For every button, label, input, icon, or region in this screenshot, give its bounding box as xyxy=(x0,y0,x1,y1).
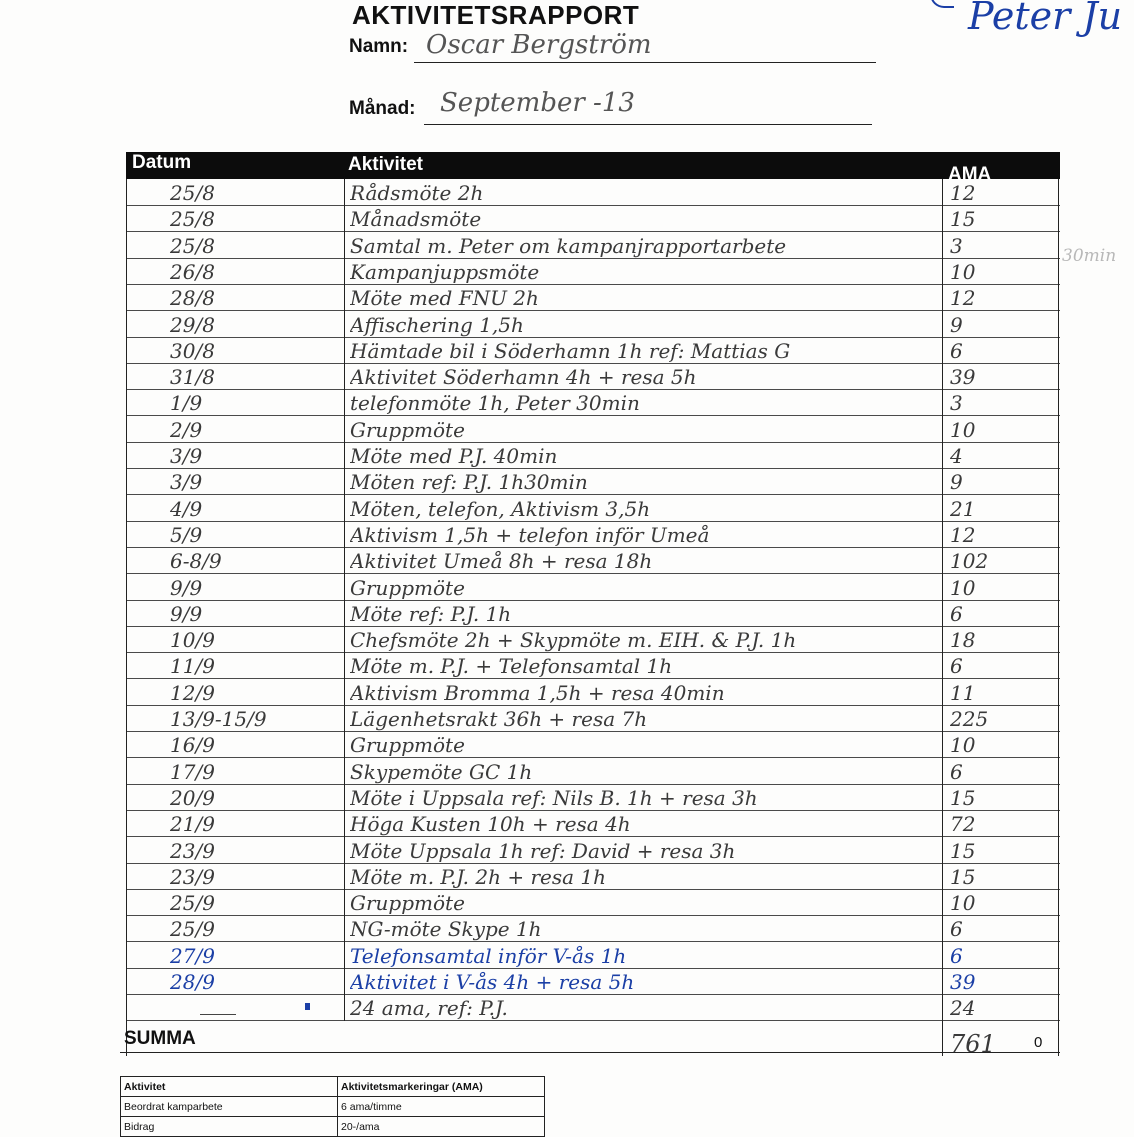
table-row xyxy=(126,205,1060,232)
table-row xyxy=(126,232,1060,259)
row-activity: Gruppmöte xyxy=(350,417,465,442)
row-activity: 24 ama, ref: P.J. xyxy=(350,996,508,1021)
table-row xyxy=(126,942,1060,969)
table-row xyxy=(126,679,1060,706)
table-row xyxy=(126,600,1060,627)
table-row xyxy=(126,863,1060,890)
row-date: 31/8 xyxy=(170,365,215,390)
row-activity: Möte i Uppsala ref: Nils B. 1h + resa 3h xyxy=(350,785,758,810)
row-ama: 4 xyxy=(950,444,963,468)
legend-row xyxy=(121,1097,545,1117)
row-activity: Skypemöte GC 1h xyxy=(350,759,533,784)
table-row xyxy=(126,810,1060,837)
row-activity: Chefsmöte 2h + Skypmöte m. EIH. & P.J. 1h xyxy=(350,628,797,653)
row-date: 28/9 xyxy=(170,970,215,994)
row-date: 17/9 xyxy=(170,759,215,784)
row-activity: Aktivitet Umeå 8h + resa 18h xyxy=(350,549,653,574)
table-row xyxy=(126,389,1060,416)
row-activity: Möte Uppsala 1h ref: David + resa 3h xyxy=(350,838,736,863)
row-ama: 102 xyxy=(950,549,989,574)
row-ama: 9 xyxy=(950,470,963,495)
table-row xyxy=(126,652,1060,679)
row-date: 16/9 xyxy=(170,733,215,758)
corner-note: Peter Ju xyxy=(968,0,1123,38)
row-ama: 12 xyxy=(950,522,976,547)
row-activity: Aktivitet i V-ås 4h + resa 5h xyxy=(350,970,635,994)
row-date: 4/9 xyxy=(170,496,203,521)
row-date: 5/9 xyxy=(170,522,203,547)
row-activity: Gruppmöte xyxy=(350,891,465,916)
row-ama: 39 xyxy=(950,365,976,390)
row-activity: Möte ref: P.J. 1h xyxy=(350,601,512,626)
legend-header-row xyxy=(121,1077,545,1097)
row-date: 9/9 xyxy=(170,601,203,626)
table-row xyxy=(126,416,1060,443)
table-col-rule-1 xyxy=(344,179,345,1021)
row-date: 25/8 xyxy=(170,233,215,258)
table-row xyxy=(126,705,1060,732)
row-date: 10/9 xyxy=(170,628,215,653)
row-ama: 72 xyxy=(950,812,976,837)
margin-note: 30min xyxy=(1062,246,1117,266)
legend-markings: 20-/ama xyxy=(338,1117,545,1137)
table-row xyxy=(126,889,1060,916)
row-activity: Hämtade bil i Söderhamn 1h ref: Mattias G xyxy=(350,338,791,363)
row-date: 28/8 xyxy=(170,286,215,311)
row-date: 25/8 xyxy=(170,207,215,232)
row-activity: Gruppmöte xyxy=(350,575,465,600)
summa-value: 761 xyxy=(950,1030,996,1058)
ink-dot xyxy=(305,1003,310,1010)
table-row xyxy=(126,311,1060,338)
legend-header-activity: Aktivitet xyxy=(121,1077,338,1097)
row-date: 6-8/9 xyxy=(170,549,222,574)
table-row xyxy=(126,179,1060,206)
row-activity: Lägenhetsrakt 36h + resa 7h xyxy=(350,707,648,731)
row-date: 3/9 xyxy=(170,444,203,468)
ink-dash xyxy=(200,1014,236,1015)
row-date: 21/9 xyxy=(170,812,215,837)
row-ama: 10 xyxy=(950,259,976,284)
row-ama: 6 xyxy=(950,654,963,679)
table-row xyxy=(126,547,1060,574)
row-ama: 11 xyxy=(950,680,976,705)
table-row xyxy=(126,284,1060,311)
row-activity: Aktivism 1,5h + telefon inför Umeå xyxy=(350,522,710,547)
row-date: 26/8 xyxy=(170,259,215,284)
row-ama: 10 xyxy=(950,891,976,916)
month-line xyxy=(424,124,872,125)
row-activity: telefonmöte 1h, Peter 30min xyxy=(350,391,640,416)
header-date: Datum xyxy=(132,152,192,173)
header-ama: AMA xyxy=(948,164,992,185)
table-left-rule xyxy=(126,179,127,1056)
summa-label: SUMMA xyxy=(124,1028,196,1049)
row-activity: Möten ref: P.J. 1h30min xyxy=(350,470,588,495)
row-activity: Kampanjuppsmöte xyxy=(350,259,540,284)
row-date: 13/9-15/9 xyxy=(170,707,267,731)
row-date: 9/9 xyxy=(170,575,203,600)
table-col-rule-2 xyxy=(942,179,943,1056)
legend-table xyxy=(120,1076,545,1137)
row-date: 25/9 xyxy=(170,917,215,942)
summa-bottom-rule xyxy=(120,1052,1060,1053)
row-activity: Aktivism Bromma 1,5h + resa 40min xyxy=(350,680,725,705)
row-ama: 10 xyxy=(950,417,976,442)
row-activity: NG-möte Skype 1h xyxy=(350,917,542,942)
row-date: 29/8 xyxy=(170,312,215,337)
table-row xyxy=(126,626,1060,653)
row-date: 12/9 xyxy=(170,680,215,705)
row-ama: 12 xyxy=(950,286,976,311)
row-ama: 39 xyxy=(950,970,976,994)
row-activity: Samtal m. Peter om kampanjrapportarbete xyxy=(350,233,787,258)
row-ama: 10 xyxy=(950,575,976,600)
name-value: Oscar Bergström xyxy=(426,30,652,60)
row-date xyxy=(130,994,326,1020)
corner-ink-mark xyxy=(930,0,954,8)
row-activity: Rådsmöte 2h xyxy=(350,181,484,205)
row-ama: 3 xyxy=(950,233,963,258)
table-row xyxy=(126,337,1060,364)
row-ama: 9 xyxy=(950,312,963,337)
row-date: 27/9 xyxy=(170,943,215,968)
legend-header-markings: Aktivitetsmarkeringar (AMA) xyxy=(338,1077,545,1097)
table-row xyxy=(126,994,1060,1021)
row-activity: Möten, telefon, Aktivism 3,5h xyxy=(350,496,651,521)
name-label: Namn: xyxy=(349,36,409,57)
row-date: 2/9 xyxy=(170,417,203,442)
row-ama: 6 xyxy=(950,943,963,968)
row-ama: 6 xyxy=(950,917,963,942)
row-ama: 6 xyxy=(950,601,963,626)
month-label: Månad: xyxy=(349,98,416,119)
row-ama: 3 xyxy=(950,391,963,416)
row-date: 1/9 xyxy=(170,391,203,416)
legend-markings: 6 ama/timme xyxy=(338,1097,545,1117)
row-date: 25/8 xyxy=(170,181,215,205)
table-row xyxy=(126,258,1060,285)
row-ama: 10 xyxy=(950,733,976,758)
row-ama: 21 xyxy=(950,496,976,521)
table-row xyxy=(126,363,1060,390)
table-row xyxy=(126,758,1060,785)
row-date: 3/9 xyxy=(170,470,203,495)
table-row xyxy=(126,468,1060,495)
table-row xyxy=(126,915,1060,942)
table-right-rule xyxy=(1058,179,1059,1056)
row-activity: Möte med P.J. 40min xyxy=(350,444,558,468)
row-activity: Gruppmöte xyxy=(350,733,465,758)
row-date: 23/9 xyxy=(170,864,215,889)
row-activity: Aktivitet Söderhamn 4h + resa 5h xyxy=(350,365,697,390)
row-ama: 15 xyxy=(950,864,976,889)
row-activity: Månadsmöte xyxy=(350,207,482,232)
report-title: AKTIVITETSRAPPORT xyxy=(352,0,640,30)
header-activity: Aktivitet xyxy=(348,154,423,175)
row-date: 23/9 xyxy=(170,838,215,863)
row-ama: 18 xyxy=(950,628,976,653)
table-row xyxy=(126,495,1060,522)
table-row xyxy=(126,731,1060,758)
row-activity: Möte m. P.J. 2h + resa 1h xyxy=(350,864,606,889)
row-activity: Affischering 1,5h xyxy=(350,312,524,337)
row-date: 11/9 xyxy=(170,654,215,679)
row-ama: 24 xyxy=(950,996,976,1021)
table-row xyxy=(126,784,1060,811)
row-date: 30/8 xyxy=(170,338,215,363)
legend-activity: Beordrat kamparbete xyxy=(121,1097,338,1117)
month-value: September -13 xyxy=(440,88,635,118)
row-activity: Möte m. P.J. + Telefonsamtal 1h xyxy=(350,654,673,679)
table-row xyxy=(126,442,1060,469)
row-ama: 15 xyxy=(950,785,976,810)
row-ama: 6 xyxy=(950,338,963,363)
row-activity: Möte med FNU 2h xyxy=(350,286,539,311)
name-line xyxy=(414,62,876,63)
row-date: 20/9 xyxy=(170,785,215,810)
row-activity: Telefonsamtal inför V-ås 1h xyxy=(350,943,627,968)
row-ama: 12 xyxy=(950,181,976,205)
table-row xyxy=(126,968,1060,995)
table-header-bar xyxy=(126,152,1060,185)
row-activity: Höga Kusten 10h + resa 4h xyxy=(350,812,631,837)
legend-activity: Bidrag xyxy=(121,1117,338,1137)
legend-row xyxy=(121,1117,545,1137)
row-ama: 225 xyxy=(950,707,989,731)
row-ama: 15 xyxy=(950,838,976,863)
table-row xyxy=(126,574,1060,601)
table-row xyxy=(126,837,1060,864)
row-ama: 15 xyxy=(950,207,976,232)
row-ama: 6 xyxy=(950,759,963,784)
summa-extra: 0 xyxy=(1034,1034,1043,1051)
row-date: 25/9 xyxy=(170,891,215,916)
table-row xyxy=(126,521,1060,548)
